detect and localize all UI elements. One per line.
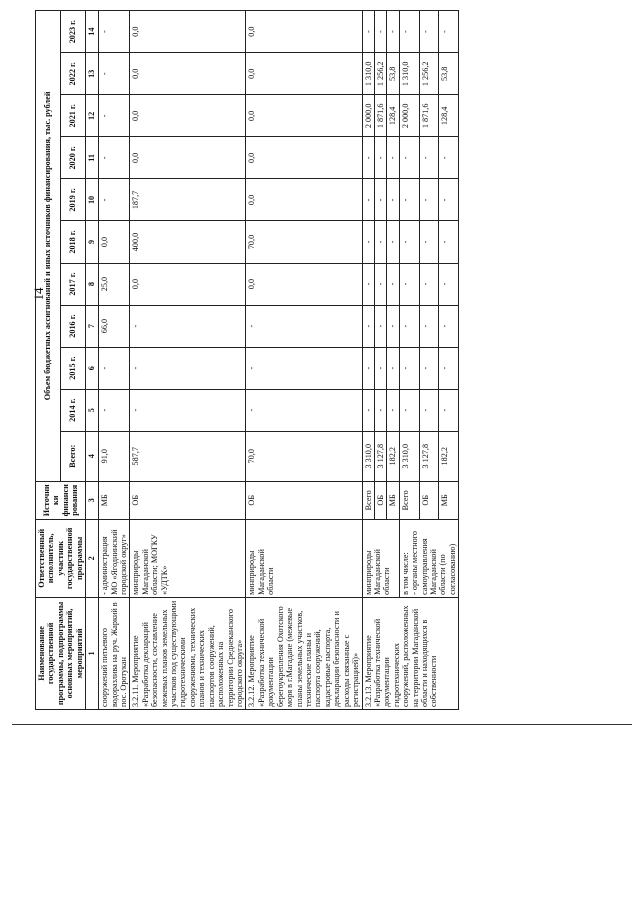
funding-source: МБ — [439, 481, 459, 519]
year-value: - — [362, 305, 374, 347]
year-value: - — [374, 305, 386, 347]
year-value: - — [419, 137, 439, 179]
column-index-row — [86, 11, 99, 710]
year-value: - — [99, 347, 130, 389]
year-value: 0,0 — [130, 137, 246, 179]
column-index: 8 — [86, 263, 99, 305]
year-value: - — [439, 179, 459, 221]
funding-source: ОБ — [419, 481, 439, 519]
column-index: 4 — [86, 431, 99, 481]
executor: минприроды Магаданской области; МОГКУ «УДТК» — [130, 519, 246, 597]
header-year: 2021 г. — [61, 95, 86, 137]
year-value: - — [362, 11, 374, 53]
year-value: 1 256,2 — [419, 53, 439, 95]
year-value: 0,0 — [246, 263, 362, 305]
header-year: 2019 г. — [61, 179, 86, 221]
year-value: 0,0 — [246, 95, 362, 137]
header-year: 2015 г. — [61, 347, 86, 389]
header-year: 2020 г. — [61, 137, 86, 179]
funding-source: ОБ — [130, 481, 246, 519]
year-value: - — [419, 179, 439, 221]
year-value: - — [419, 305, 439, 347]
table-row — [246, 11, 362, 710]
year-value: 25,0 — [99, 263, 130, 305]
year-value: 0,0 — [130, 95, 246, 137]
year-value: - — [439, 137, 459, 179]
column-index: 13 — [86, 53, 99, 95]
year-value: - — [387, 137, 399, 179]
year-value: - — [399, 179, 419, 221]
year-value: - — [374, 179, 386, 221]
column-index: 5 — [86, 389, 99, 431]
year-value: 1 871,6 — [374, 95, 386, 137]
total-value: 182,2 — [439, 431, 459, 481]
column-index: 12 — [86, 95, 99, 137]
year-value: 0,0 — [130, 11, 246, 53]
activity-name: 3.2.13. Мероприятие «Разработка технической документации гидротехнических сооружений, расположенных на территории Магаданской области и находящихся в собственности — [362, 597, 459, 709]
year-value: - — [419, 263, 439, 305]
funding-source: ОБ — [246, 481, 362, 519]
year-value: - — [130, 347, 246, 389]
year-value: - — [439, 263, 459, 305]
header-executor: Ответственный исполнитель, участник государственной программы — [36, 519, 86, 597]
year-value: 0,0 — [130, 263, 246, 305]
executor: минприроды Магаданской области — [246, 519, 362, 597]
year-value: - — [130, 389, 246, 431]
year-value: - — [362, 347, 374, 389]
funding-source: Всего — [399, 481, 419, 519]
header-total: Всего: — [61, 431, 86, 481]
header-funding: Объем бюджетных ассигнований и иных источников финансирования, тыс. рублей — [36, 11, 61, 482]
executor: минприроды Магаданской области — [362, 519, 399, 597]
year-value: - — [439, 389, 459, 431]
header-year: 2016 г. — [61, 305, 86, 347]
year-value: - — [362, 389, 374, 431]
column-index: 1 — [86, 597, 99, 709]
year-value: - — [362, 179, 374, 221]
year-value: 0,0 — [246, 179, 362, 221]
year-value: 1 310,0 — [399, 53, 419, 95]
table-row — [130, 11, 246, 710]
year-value: - — [99, 137, 130, 179]
total-value: 70,0 — [246, 431, 362, 481]
total-value: 587,7 — [130, 431, 246, 481]
year-value: - — [419, 389, 439, 431]
year-value: 53,8 — [439, 53, 459, 95]
year-value: 0,0 — [99, 221, 130, 263]
executor-sub-line: - органы местного самоуправления Магаданской области (по согласованию) — [410, 531, 457, 595]
column-index: 2 — [86, 519, 99, 597]
year-value: 0,0 — [130, 53, 246, 95]
year-value: - — [419, 221, 439, 263]
year-value: 1 256,2 — [374, 53, 386, 95]
year-value: 128,4 — [387, 95, 399, 137]
year-value: - — [387, 263, 399, 305]
year-value: - — [99, 179, 130, 221]
year-value: 2 000,0 — [399, 95, 419, 137]
year-value: 1 310,0 — [362, 53, 374, 95]
year-value: - — [439, 305, 459, 347]
header-year: 2017 г. — [61, 263, 86, 305]
divider-line — [12, 724, 632, 725]
header-year: 2023 г. — [61, 11, 86, 53]
executor-sub — [399, 519, 459, 597]
year-value: - — [399, 221, 419, 263]
year-value: - — [362, 137, 374, 179]
total-value: 182,2 — [387, 431, 399, 481]
activity-name: 3.2.11. Мероприятие «Разработка деклараций безопасности, составление межевых планов земельных участков под существующими гидротехническими сооружениями, технических планов и технических паспортов сооружений, расположенных на территории Среднеканского городского округа» — [130, 597, 246, 709]
year-value: - — [399, 263, 419, 305]
funding-source: МБ — [99, 481, 130, 519]
year-value: 70,0 — [246, 221, 362, 263]
total-value: 3 310,0 — [362, 431, 374, 481]
year-value: - — [374, 137, 386, 179]
year-value: - — [399, 11, 419, 53]
year-value: - — [374, 263, 386, 305]
year-value: - — [246, 389, 362, 431]
year-value: - — [399, 137, 419, 179]
year-value: - — [387, 347, 399, 389]
year-value: - — [374, 221, 386, 263]
year-value: 0,0 — [246, 53, 362, 95]
year-value: - — [399, 389, 419, 431]
total-value: 3 310,0 — [399, 431, 419, 481]
column-index: 10 — [86, 179, 99, 221]
total-value: 91,0 — [99, 431, 130, 481]
year-value: - — [399, 305, 419, 347]
year-value: 400,0 — [130, 221, 246, 263]
year-value: - — [387, 179, 399, 221]
year-value: 66,0 — [99, 305, 130, 347]
column-index: 9 — [86, 221, 99, 263]
year-value: - — [374, 347, 386, 389]
year-value: 187,7 — [130, 179, 246, 221]
year-value: - — [374, 389, 386, 431]
header-year: 2022 г. — [61, 53, 86, 95]
header-source: Источники финансирования — [36, 481, 86, 519]
funding-table — [35, 10, 459, 710]
year-value: - — [130, 305, 246, 347]
page-number: 14 — [31, 287, 46, 301]
header-year: 2014 г. — [61, 389, 86, 431]
header-name: Наименование государственной программы, подпрограммы основных мероприятий, мероприятий — [36, 597, 86, 709]
year-value: - — [399, 347, 419, 389]
header-year: 2018 г. — [61, 221, 86, 263]
executor: - администрация МО «Ягоднинский городской округ» — [99, 519, 130, 597]
year-value: - — [387, 11, 399, 53]
total-value: 3 127,8 — [374, 431, 386, 481]
table-row — [99, 11, 130, 710]
year-value: - — [419, 347, 439, 389]
year-value: - — [246, 305, 362, 347]
year-value: 128,4 — [439, 95, 459, 137]
column-index: 6 — [86, 347, 99, 389]
table-row — [362, 11, 374, 710]
rotated-table-container — [35, 10, 605, 710]
year-value: - — [362, 221, 374, 263]
year-value: - — [387, 305, 399, 347]
year-value: 2 000,0 — [362, 95, 374, 137]
activity-name: 3.2.12. Мероприятие «Разработка технической документации берегоукрепления Охотского моря в г.Магадане (межевые планы земельных участков, технические планы и паспорта сооружений, кадастровые паспорта, декларации безопасности и расходы связанные с регистрацией)» — [246, 597, 362, 709]
year-value: - — [439, 347, 459, 389]
funding-source: Всего — [362, 481, 374, 519]
year-value: - — [99, 95, 130, 137]
year-value: - — [439, 11, 459, 53]
year-value: - — [387, 221, 399, 263]
year-value: - — [362, 263, 374, 305]
year-value: 0,0 — [246, 137, 362, 179]
year-value: 0,0 — [246, 11, 362, 53]
funding-source: МБ — [387, 481, 399, 519]
activity-name: сооружений питьевого водоразлива на руч. Жаркий в пос. Оротукан — [99, 597, 130, 709]
year-value: - — [387, 389, 399, 431]
year-value: - — [99, 11, 130, 53]
year-value: 1 871,6 — [419, 95, 439, 137]
column-index: 7 — [86, 305, 99, 347]
funding-source: ОБ — [374, 481, 386, 519]
year-value: - — [99, 389, 130, 431]
year-value: - — [374, 11, 386, 53]
year-value: - — [99, 53, 130, 95]
total-value: 3 127,8 — [419, 431, 439, 481]
year-value: - — [419, 11, 439, 53]
executor-sub-line: в том числе: — [400, 552, 410, 595]
year-value: - — [439, 221, 459, 263]
year-value: - — [246, 347, 362, 389]
column-index: 11 — [86, 137, 99, 179]
column-index: 14 — [86, 11, 99, 53]
year-value: 53,8 — [387, 53, 399, 95]
column-index: 3 — [86, 481, 99, 519]
